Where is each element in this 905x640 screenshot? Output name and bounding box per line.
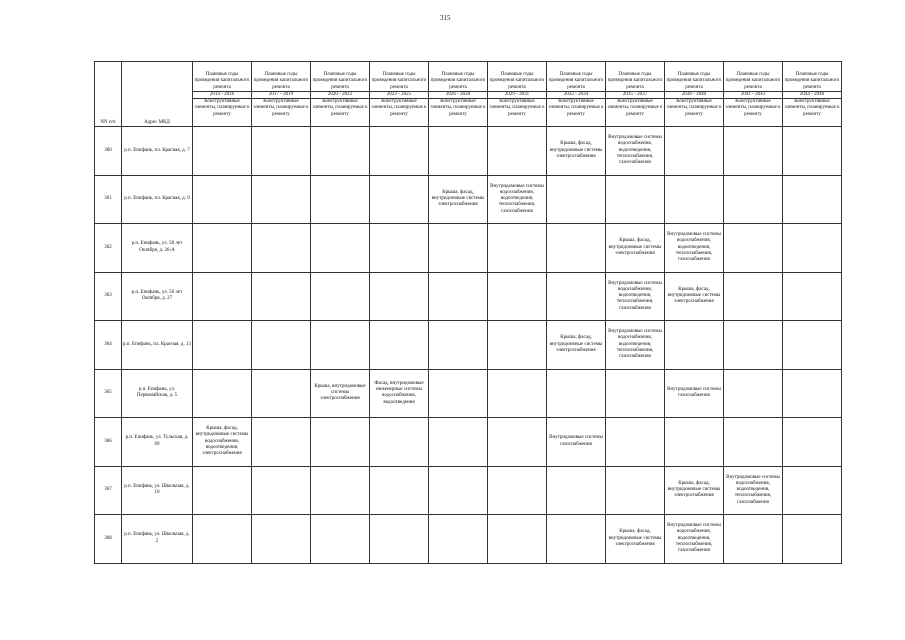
elements-label-header: Конструктивные элементы, планируемые к ремонту [429,99,488,127]
period-label-header: Плановые годы проведения капитального ремонта [311,62,370,92]
repair-cell [193,127,252,176]
elements-header-row [95,99,842,127]
table-row [95,175,842,224]
period-label-header: Плановые годы проведения капитального ремонта [193,62,252,92]
year-range-header: 2026 - 2028 [429,92,488,99]
period-header-row [95,62,842,92]
repair-cell [783,515,842,564]
repair-cell [370,515,429,564]
row-address: р.п. Епифань, пл. Красная, д. 7 [122,127,193,176]
repair-cell: Внутридомовые системы водоснабжения, водоотведения, теплоснабжения, газоснабжения [606,321,665,370]
elements-label-header: Конструктивные элементы, планируемые к ремонту [547,99,606,127]
repair-cell: Внутридомовые системы водоснабжения, водоотведения, теплоснабжения, газоснабжения [606,127,665,176]
repair-cell: Крыша, фасад, внутридомовые системы водоснабжения, водоотведения, электроснабжения [193,418,252,467]
repair-cell [252,515,311,564]
period-label-header: Плановые годы проведения капитального ремонта [606,62,665,92]
row-number: 366 [95,418,122,467]
row-number: 368 [95,515,122,564]
period-label-header: Плановые годы проведения капитального ремонта [252,62,311,92]
repair-cell: Крыша, фасад, внутридомовые системы электроснабжения [429,175,488,224]
repair-cell [311,418,370,467]
repair-cell: Внутридомовые системы газоснабжения [547,418,606,467]
elements-label-header: Конструктивные элементы, планируемые к ремонту [488,99,547,127]
repair-cell [252,466,311,515]
repair-cell [193,369,252,418]
repair-cell: Крыша, фасад, внутридомовые системы электроснабжения [606,224,665,273]
table-body [95,127,842,564]
repair-cell [783,175,842,224]
elements-label-header: Конструктивные элементы, планируемые к ремонту [193,99,252,127]
repair-cell [252,321,311,370]
year-range-header: 2017 - 2019 [252,92,311,99]
period-label-header: Плановые годы проведения капитального ремонта [547,62,606,92]
table-row [95,272,842,321]
repair-cell [488,418,547,467]
repair-cell [547,224,606,273]
repair-cell [193,321,252,370]
repair-cell [252,175,311,224]
repair-cell [783,127,842,176]
repair-cell [547,175,606,224]
repair-cell [252,272,311,321]
repair-cell: Внутридомовые системы газоснабжения [665,369,724,418]
row-address: р.п. Епифань, ул. 50 лет Октября, д. 27 [122,272,193,321]
elements-label-header: Конструктивные элементы, планируемые к ремонту [370,99,429,127]
table-row [95,466,842,515]
row-address: р.п. Епифань, ул. Тульская, д. 69 [122,418,193,467]
repair-cell [429,466,488,515]
repair-cell [311,321,370,370]
repair-cell [547,466,606,515]
repair-cell [724,175,783,224]
repair-cell [665,127,724,176]
row-address: р.п. Епифань, ул. Школьная, д. 2 [122,515,193,564]
table-row [95,369,842,418]
page-number: 315 [440,14,451,22]
repair-cell [783,224,842,273]
row-number: 360 [95,127,122,176]
repair-cell [606,418,665,467]
year-range-header: 2044 - 2046 [783,92,842,99]
year-range-header: 2014 - 2016 [193,92,252,99]
row-address: р.п. Епифань, ул. Первомайская, д. 5 [122,369,193,418]
table-row [95,127,842,176]
repair-cell [429,224,488,273]
repair-cell: Крыша, внутридомовые системы электроснабжения [311,369,370,418]
row-number: 361 [95,175,122,224]
repair-cell [665,175,724,224]
repair-cell [547,369,606,418]
repair-cell [783,369,842,418]
repair-cell [311,272,370,321]
year-range-header: 2041 - 2043 [724,92,783,99]
row-address: р.п. Епифань, ул. Школьная, д. 10 [122,466,193,515]
elements-label-header: Конструктивные элементы, планируемые к ремонту [606,99,665,127]
repair-cell [429,418,488,467]
repair-cell [429,127,488,176]
row-address: р.п. Епифань, пл. Красная, д. 13 [122,321,193,370]
repair-cell [311,175,370,224]
repair-cell [429,272,488,321]
repair-cell [370,321,429,370]
repair-cell [724,127,783,176]
row-number: 363 [95,272,122,321]
repair-cell [193,224,252,273]
row-number: 364 [95,321,122,370]
repair-cell [724,515,783,564]
repair-cell: Крыша, фасад, внутридомовые системы электроснабжения [547,321,606,370]
repair-cell [429,515,488,564]
elements-label-header: Конструктивные элементы, планируемые к ремонту [724,99,783,127]
row-address: р.п. Епифань, пл. Красная, д. 9 [122,175,193,224]
repair-cell [606,175,665,224]
elements-label-header: Конструктивные элементы, планируемые к ремонту [311,99,370,127]
repair-cell: Внутридомовые системы водоснабжения, водоотведения, теплоснабжения, газоснабжения [665,515,724,564]
repair-cell [370,127,429,176]
repair-cell [429,321,488,370]
row-number: 362 [95,224,122,273]
year-range-header: 2035 - 2037 [606,92,665,99]
repair-cell [488,466,547,515]
repair-cell [370,466,429,515]
repair-cell [783,466,842,515]
period-label-header: Плановые годы проведения капитального ремонта [370,62,429,92]
repair-cell [311,127,370,176]
repair-cell [193,515,252,564]
repair-cell [488,515,547,564]
row-number: 367 [95,466,122,515]
period-label-header: Плановые годы проведения капитального ремонта [783,62,842,92]
year-range-header: 2020 - 2022 [311,92,370,99]
elements-label-header: Конструктивные элементы, планируемые к ремонту [665,99,724,127]
table-row [95,418,842,467]
repair-cell: Фасад, внутридомовые инженерные системы водоснабжения, водоотведения [370,369,429,418]
repair-cell [488,224,547,273]
repair-cell: Внутридомовые системы водоснабжения, водоотведения, теплоснабжения, газоснабжения [724,466,783,515]
years-header-row [95,92,842,99]
repair-cell [783,418,842,467]
repair-cell [193,466,252,515]
repair-cell [311,224,370,273]
repair-cell [724,321,783,370]
repair-cell [252,418,311,467]
repair-cell [252,224,311,273]
repair-cell: Крыша, фасад, внутридомовые системы электроснабжения [665,272,724,321]
repair-cell [488,321,547,370]
period-label-header: Плановые годы проведения капитального ремонта [429,62,488,92]
table-row [95,515,842,564]
period-label-header: Плановые годы проведения капитального ремонта [724,62,783,92]
repair-cell [783,272,842,321]
col-address-header: Адрес МКД [122,62,193,127]
repair-cell [724,418,783,467]
period-label-header: Плановые годы проведения капитального ремонта [488,62,547,92]
repair-cell [193,175,252,224]
repair-cell: Внутридомовые системы водоснабжения, водоотведения, теплоснабжения, газоснабжения [606,272,665,321]
period-label-header: Плановые годы проведения капитального ремонта [665,62,724,92]
year-range-header: 2032 - 2034 [547,92,606,99]
repair-cell [311,466,370,515]
year-range-header: 2029 - 2031 [488,92,547,99]
repair-cell [429,369,488,418]
repair-cell [724,369,783,418]
repair-cell [370,418,429,467]
repair-cell [665,321,724,370]
repair-cell [488,127,547,176]
repair-cell [193,272,252,321]
row-address: р.п. Епифань, ул. 50 лет Октября, д. 26-А [122,224,193,273]
repair-cell [252,127,311,176]
table-row [95,224,842,273]
repair-cell [370,272,429,321]
elements-label-header: Конструктивные элементы, планируемые к ремонту [783,99,842,127]
repair-cell [311,515,370,564]
repair-cell: Внутридомовые системы водоснабжения, водоотведения, теплоснабжения, газоснабжения [665,224,724,273]
repair-cell [488,369,547,418]
repair-cell: Крыша, фасад, внутридомовые системы электроснабжения [547,127,606,176]
repair-cell [547,515,606,564]
repair-cell [783,321,842,370]
repair-cell: Крыша, фасад, внутридомовые системы электроснабжения [606,515,665,564]
repair-cell [252,369,311,418]
repair-cell [547,272,606,321]
repair-cell [606,466,665,515]
capital-repair-table [94,61,842,564]
repair-cell [370,224,429,273]
repair-cell [370,175,429,224]
repair-cell [665,418,724,467]
col-number-header: NN п/п [95,62,122,127]
elements-label-header: Конструктивные элементы, планируемые к ремонту [252,99,311,127]
repair-cell: Внутридомовые системы водоснабжения, водоотведения, теплоснабжения, газоснабжения [488,175,547,224]
repair-cell [606,369,665,418]
repair-cell [488,272,547,321]
repair-cell: Крыша, фасад, внутридомовые системы электроснабжения [665,466,724,515]
table-row [95,321,842,370]
row-number: 365 [95,369,122,418]
repair-cell [724,272,783,321]
year-range-header: 2038 - 2040 [665,92,724,99]
repair-cell [724,224,783,273]
year-range-header: 2023 - 2025 [370,92,429,99]
